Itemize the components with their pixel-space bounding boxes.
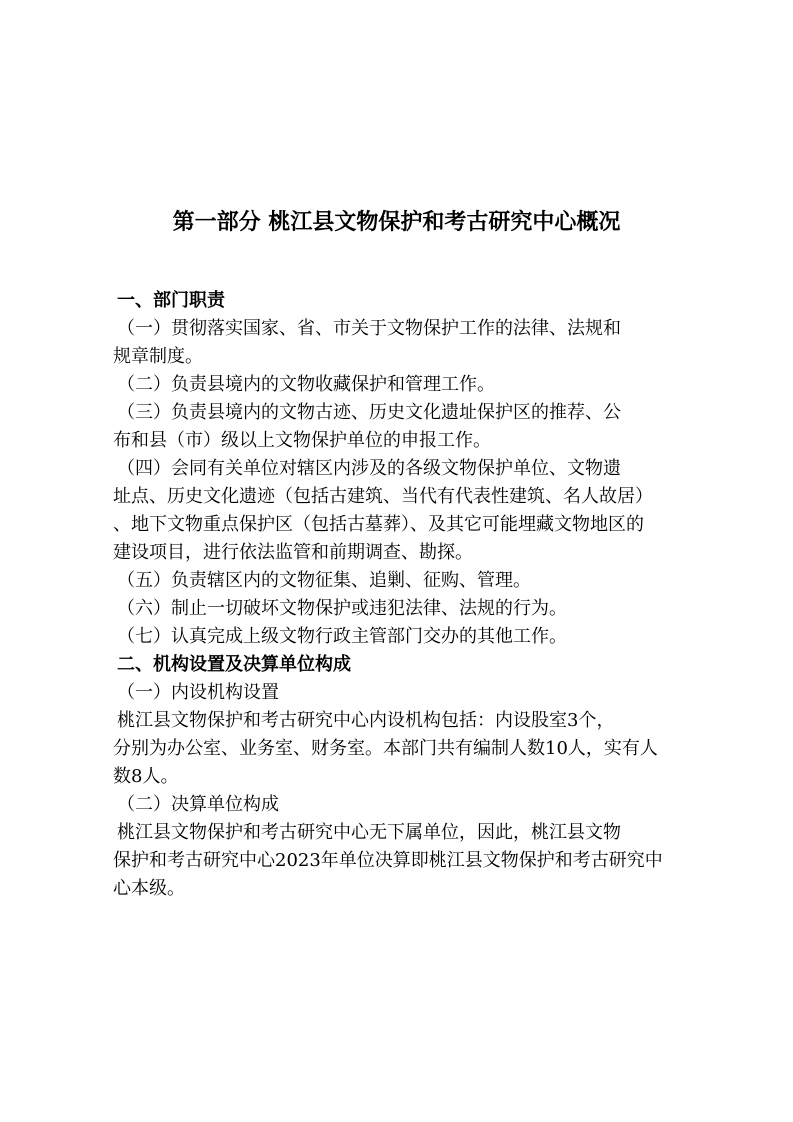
duty-item-7-line-1: （七）认真完成上级文物行政主管部门交办的其他工作。	[117, 626, 567, 647]
duty-item-6-line-1: （六）制止一切破坏文物保护或违犯法律、法规的行为。	[117, 598, 567, 619]
duty-item-4-line-1: （四）会同有关单位对辖区内涉及的各级文物保护单位、文物遗	[117, 458, 621, 479]
internal-para-line-2: 分别为办公室、业务室、财务室。本部门共有编制人数10人，实有人	[113, 738, 658, 759]
subsection-label-internal: （一）内设机构设置	[117, 682, 279, 703]
document-body	[113, 287, 717, 903]
duty-item-1-line-1: （一）贯彻落实国家、省、市关于文物保护工作的法律、法规和	[117, 318, 621, 339]
duty-item-1-line-2: 规章制度。	[113, 346, 203, 367]
duty-item-2-line-1: （二）负责县境内的文物收藏保护和管理工作。	[117, 374, 495, 395]
section-heading-organization: 二、机构设置及决算单位构成	[117, 654, 351, 675]
duty-item-3-line-1: （三）负责县境内的文物古迹、历史文化遗址保护区的推荐、公	[117, 402, 621, 423]
units-para-line-3: 心本级。	[113, 878, 185, 899]
internal-para-line-1: 桃江县文物保护和考古研究中心内设机构包括：内设股室3个，	[117, 710, 615, 731]
duty-item-4-line-4: 建设项目，进行依法监管和前期调查、勘探。	[113, 542, 473, 563]
internal-para-line-3: 数8人。	[113, 766, 179, 787]
duty-item-3-line-2: 布和县（市）级以上文物保护单位的申报工作。	[113, 430, 491, 451]
duty-item-4-line-3: 、地下文物重点保护区（包括古墓葬）、及其它可能埋藏文物地区的	[113, 514, 644, 535]
units-para-line-2: 保护和考古研究中心2023年单位决算即桃江县文物保护和考古研究中	[113, 850, 663, 871]
page-title: 第一部分 桃江县文物保护和考古研究中心概况	[172, 210, 621, 235]
section-heading-duties: 一、部门职责	[117, 290, 225, 311]
duty-item-4-line-2: 址点、历史文化遗迹（包括古建筑、当代有代表性建筑、名人故居）	[113, 486, 653, 507]
units-para-line-1: 桃江县文物保护和考古研究中心无下属单位，因此，桃江县文物	[117, 822, 621, 843]
duty-item-5-line-1: （五）负责辖区内的文物征集、追剿、征购、管理。	[117, 570, 531, 591]
subsection-label-units: （二）决算单位构成	[117, 794, 279, 815]
